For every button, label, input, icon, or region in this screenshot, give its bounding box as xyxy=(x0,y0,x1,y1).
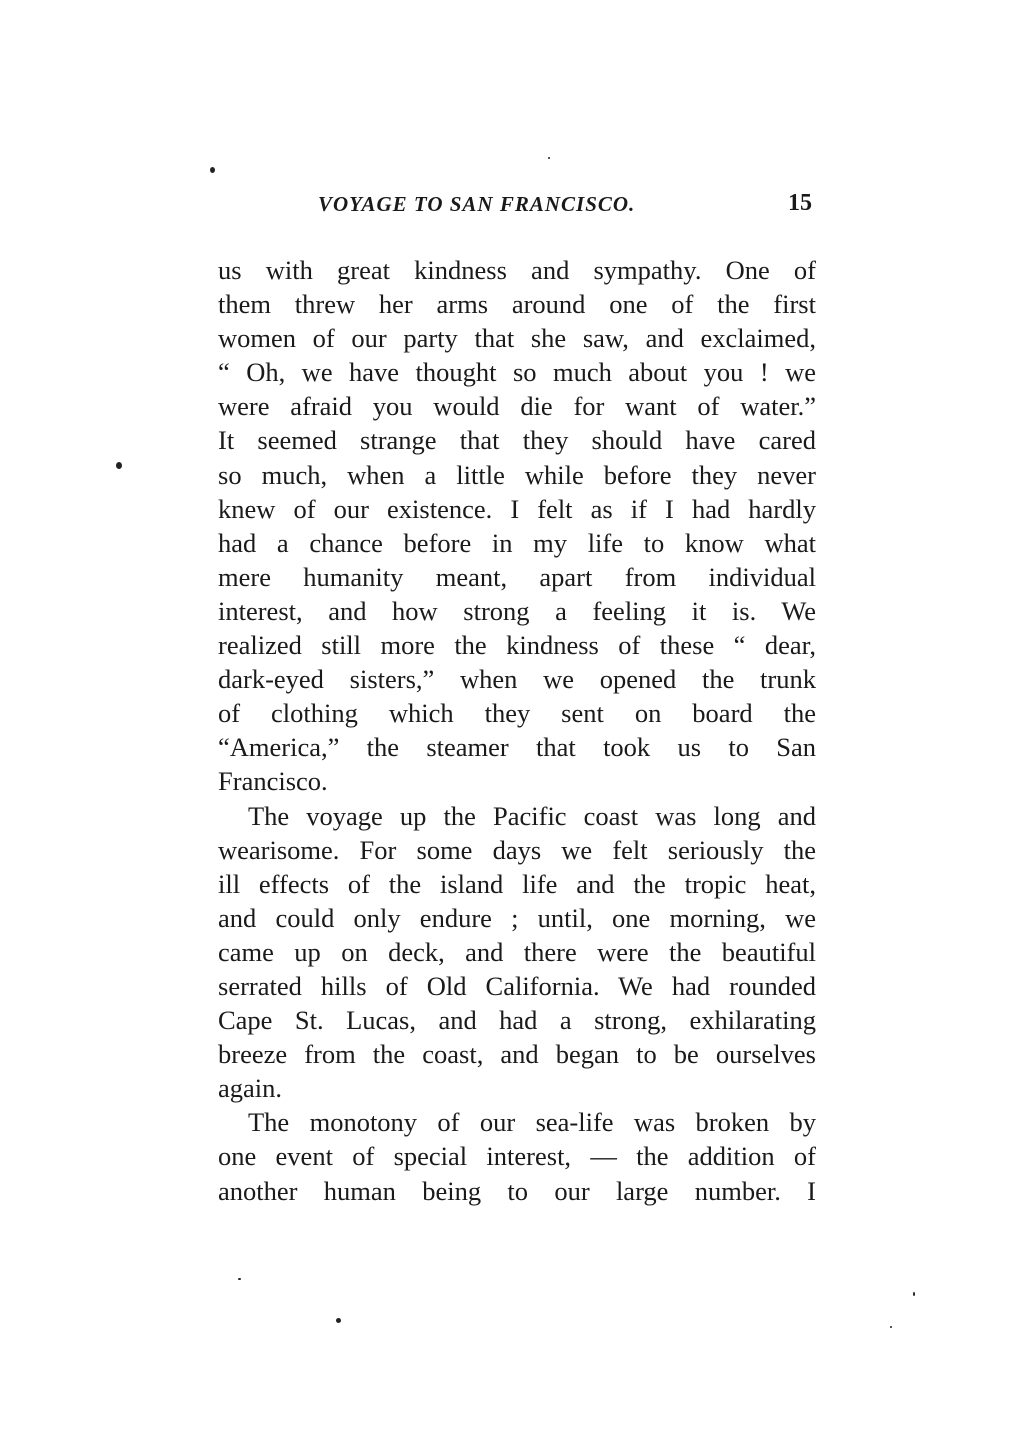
text-line: realized still more the kindness of these “ dear, xyxy=(218,630,816,661)
page-body xyxy=(218,253,816,1208)
scan-speck xyxy=(913,1292,915,1296)
text-line: came up on deck, and there were the beautiful xyxy=(218,936,816,967)
text-line: again. xyxy=(218,1073,283,1104)
text-line: wearisome. For some days we felt seriously the xyxy=(218,834,816,865)
text-line: “ Oh, we have thought so much about you ! we xyxy=(218,357,816,388)
text-line: dark-eyed sisters,” when we opened the trunk xyxy=(218,664,816,695)
text-line: “America,” the steamer that took us to San xyxy=(218,732,816,763)
text-line: ill effects of the island life and the tropic heat, xyxy=(218,868,816,899)
text-line: breeze from the coast, and began to be ourselves xyxy=(218,1039,816,1070)
page-number: 15 xyxy=(788,190,812,216)
text-line: serrated hills of Old California. We had rounded xyxy=(218,970,816,1001)
text-line: Cape St. Lucas, and had a strong, exhilarating xyxy=(218,1005,816,1036)
text-line: them threw her arms around one of the first xyxy=(218,289,816,320)
text-line: one event of special interest, — the addition of xyxy=(218,1141,816,1172)
text-line: and could only endure ; until, one morning, we xyxy=(218,902,816,933)
text-line: had a chance before in my life to know what xyxy=(218,527,816,558)
text-line: of clothing which they sent on board the xyxy=(218,698,816,729)
text-line: were afraid you would die for want of water.” xyxy=(218,391,816,422)
text-line: Francisco. xyxy=(218,766,328,797)
scan-speck xyxy=(116,462,122,469)
text-line: mere humanity meant, apart from individual xyxy=(218,561,816,592)
text-line: knew of our existence. I felt as if I had hardly xyxy=(218,493,816,524)
scan-speck xyxy=(238,1278,241,1280)
scan-speck xyxy=(336,1318,341,1323)
text-line: another human being to our large number. I xyxy=(218,1175,816,1206)
text-line: women of our party that she saw, and exclaimed, xyxy=(218,323,816,354)
text-line: The voyage up the Pacific coast was long and xyxy=(248,800,816,831)
scan-speck xyxy=(210,167,215,173)
text-line: The monotony of our sea-life was broken by xyxy=(248,1107,816,1138)
running-head: VOYAGE TO SAN FRANCISCO. xyxy=(318,192,636,216)
text-line: It seemed strange that they should have cared xyxy=(218,425,816,456)
scan-speck xyxy=(548,157,550,159)
text-line: us with great kindness and sympathy. One of xyxy=(218,255,816,285)
text-line: interest, and how strong a feeling it is. We xyxy=(218,595,816,626)
scan-speck xyxy=(890,1326,892,1328)
text-line: so much, when a little while before they never xyxy=(218,459,816,490)
